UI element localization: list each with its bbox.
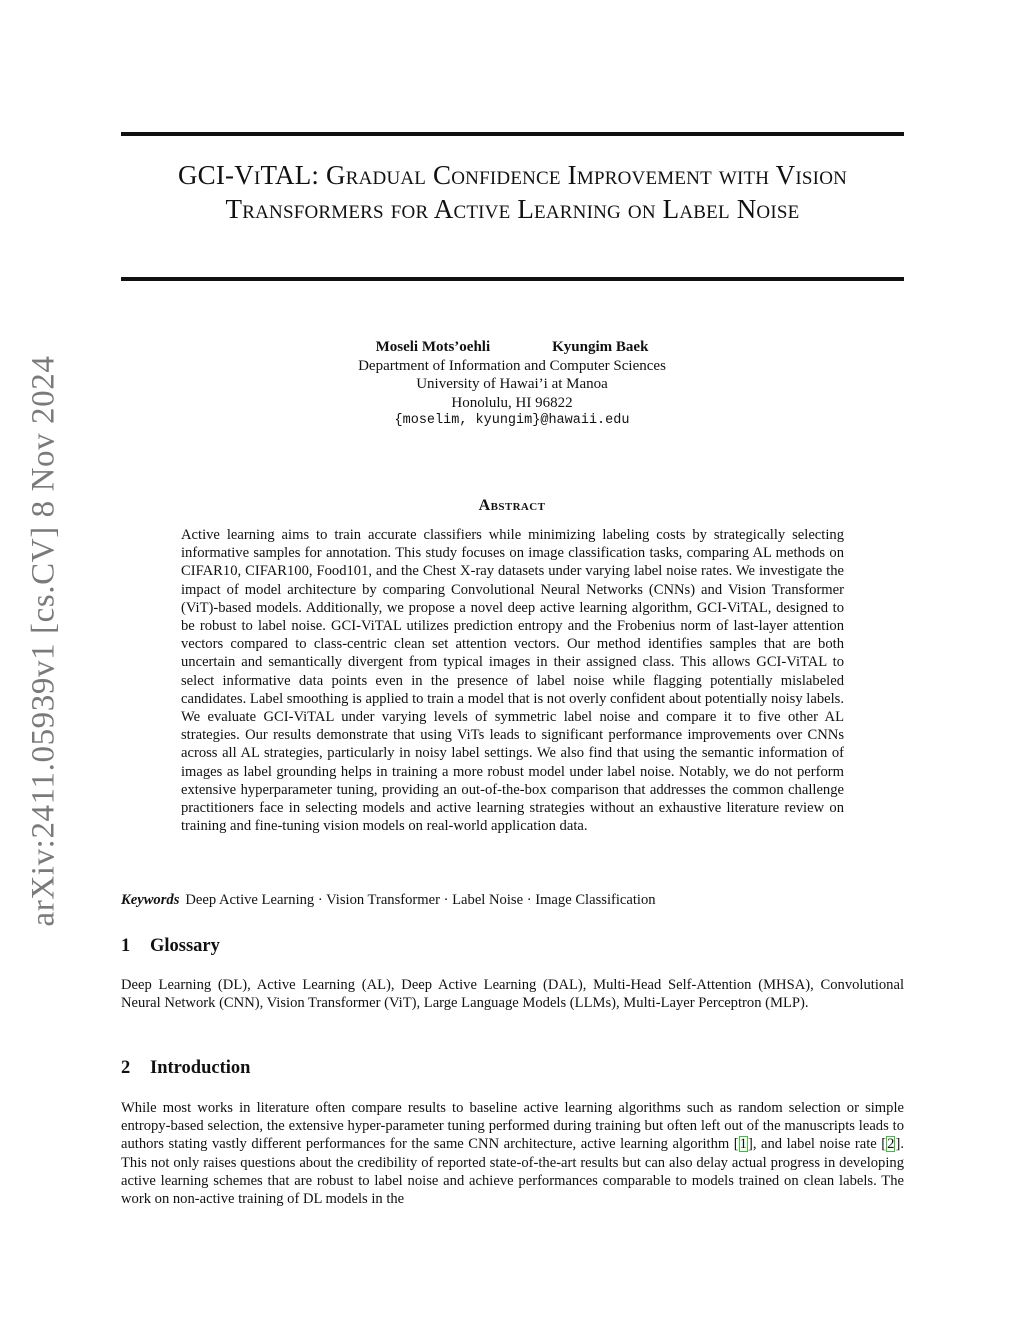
abstract-text: Active learning aims to train accurate classifiers while minimizing labeling costs by strategically selecting informative samples for annotation. This study focuses on image classification tasks, comparing AL methods on CIFAR10, CIFAR100, Food101, and the Chest X-ray datasets under varying label noise rates. We investigate the impact of model architecture by comparing Convolutional Neural Networks (CNNs) and Vision Transformer (ViT)-based models. Additionally, we propose a novel deep active learning algorithm, GCI-ViTAL, designed to be robust to label noise. GCI-ViTAL utilizes prediction entropy and the Frobenius norm of last-layer attention vectors compared to class-centric clean set attention vectors. Our method identifies samples that are both uncertain and semantically divergent from typical images in their assigned class. This allows GCI-ViTAL to select informative data points even in the presence of label noise while flagging potentially mislabeled candidates. Label smoothing is applied to train a model that is not overly confident about potentially noisy labels. We evaluate GCI-ViTAL under varying levels of symmetric label noise and compare it to five other AL strategies. Our results demonstrate that using ViTs leads to significant performance improvements over CNNs across all AL strategies, particularly in noisy label settings. We also find that using the semantic information of images as label grounding helps in training a more robust model under label noise. Notably, we do not perform extensive hyperparameter tuning, providing an out-of-the-box comparison that addresses the common challenge practitioners face in selecting models and active learning strategies without an exhaustive literature review on training and fine-tuning vision models on real-world application data. xyxy=(181,527,844,835)
author-department: Department of Information and Computer Sciences xyxy=(358,357,666,374)
author-names xyxy=(262,338,762,357)
intro-text-part: , and label noise rate xyxy=(752,1136,882,1153)
section-title: Introduction xyxy=(150,1058,251,1078)
keywords-line xyxy=(121,891,904,909)
arxiv-stamp: arXiv:2411.05939v1 [cs.CV] 8 Nov 2024 xyxy=(25,355,62,927)
section-heading-glossary xyxy=(121,936,220,957)
section-number: 2 xyxy=(121,1058,131,1078)
title-bottom-rule xyxy=(121,277,904,281)
citation-link[interactable]: 2 xyxy=(887,1136,895,1153)
author-email: {moselim, kyungim}@hawaii.edu xyxy=(394,413,630,428)
author-name: Moseli Mots’oehli xyxy=(375,339,491,355)
abstract-heading: Abstract xyxy=(478,497,546,514)
keywords-text: Deep Active Learning · Vision Transformer · Label Noise · Image Classification xyxy=(185,892,656,908)
glossary-paragraph: Deep Learning (DL), Active Learning (AL), Deep Active Learning (DAL), Multi-Head Self-Attention (MHSA), Convolutional Neural Network (CNN), Vision Transformer (ViT), Large Language Models (LLMs), Multi-Layer Perceptron (MLP). xyxy=(121,977,904,1012)
author-name: Kyungim Baek xyxy=(552,339,649,355)
section-title: Glossary xyxy=(150,936,220,956)
intro-text-part: . This not only raises questions about the credibility of reported state-of-the-art results but can also delay actual progress in developing active learning schemes that are robust to label noise and achieve performances comparable to models trained on clean labels. The work on non-active training of DL models in the xyxy=(121,1136,904,1208)
author-location: Honolulu, HI 96822 xyxy=(451,394,573,411)
author-university: University of Hawai’i at Manoa xyxy=(416,376,608,392)
paper-title: GCI-ViTAL: Gradual Confidence Improvement with Vision Transformers for Active Learning on Label Noise xyxy=(177,160,848,224)
section-number: 1 xyxy=(121,936,131,956)
citation-link[interactable]: 1 xyxy=(739,1136,747,1153)
title-top-rule xyxy=(121,132,904,136)
intro-text-part: While most works in literature often compare results to baseline active learning algorithms such as random selection or simple entropy-based selection, the extensive hyper-parameter tuning performed during training but often left out of the manuscripts leads to authors stating vastly different performances for the same CNN architecture, active learning algorithm xyxy=(121,1100,904,1153)
introduction-paragraph: While most works in literature often compare results to baseline active learning algorithms such as random selection or simple entropy-based selection, the extensive hyper-parameter tuning performed during training but often left out of the manuscripts leads to authors stating vastly different performances for the same CNN architecture, active learning algorithm [1], and label noise rate [2]. This not only raises questions about the credibility of reported state-of-the-art results but can also delay actual progress in developing active learning schemes that are robust to label noise and achieve performances comparable to models trained on clean labels. The work on non-active training of DL models in the xyxy=(121,1100,904,1208)
keywords-label: Keywords xyxy=(121,892,180,908)
section-heading-introduction xyxy=(121,1058,250,1079)
author-block xyxy=(262,338,762,431)
